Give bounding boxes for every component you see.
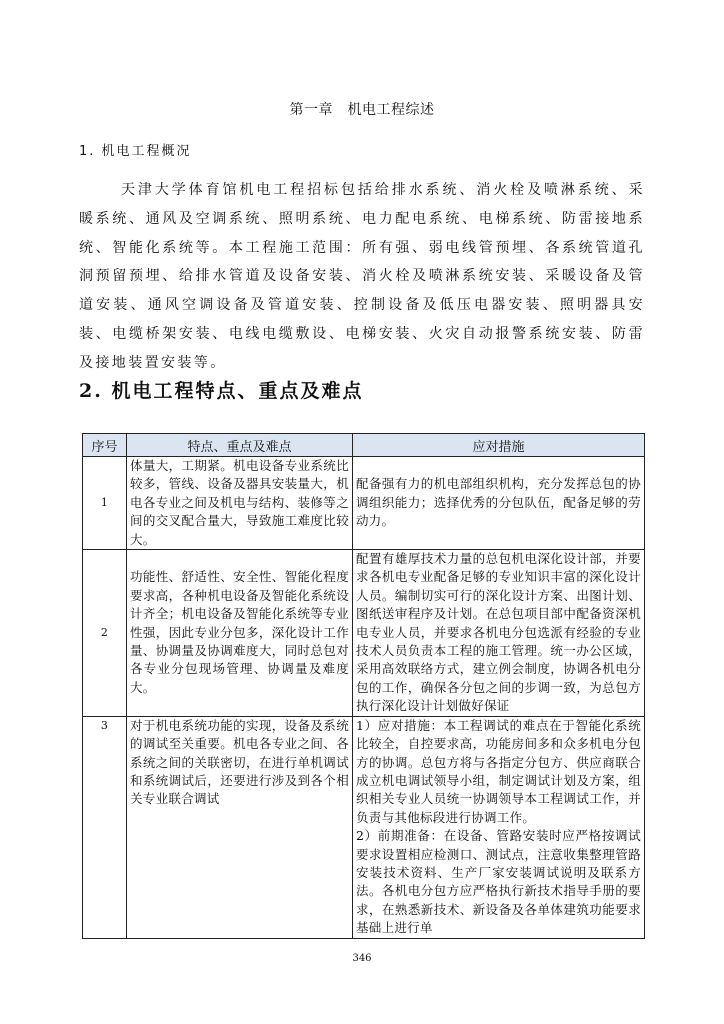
table-row: [83, 716, 645, 938]
row-2-feature: 功能性、舒适性、安全性、智能化程度要求高，各种机电设备及智能化系统设计齐全；机电设备及智能化系统等专业性强，因此专业分包多，深化设计工作量、协调量及协调难度大，同时总包对各专业分包现场管理、协调量及难度大。: [127, 550, 353, 717]
row-1-feature: 体量大，工期紧。机电设备专业系统比较多，管线、设备及器具安装量大，机电各专业之间及机电与结构、装修等之间的交叉配合量大，导致施工难度比较大。: [127, 457, 353, 550]
page-number: 346: [352, 953, 372, 964]
chapter-title: 第一章 机电工程综述: [289, 102, 435, 118]
row-1-no: 1: [83, 457, 127, 550]
header-measure: 应对措施: [353, 434, 645, 457]
header-feature: 特点、重点及难点: [127, 434, 353, 457]
table-header-row: [83, 434, 645, 457]
row-3-measure-part-1: 1）应对措施：本工程调试的难点在于智能化系统比较全，自控要求高，功能房间多和众多机电分包方的协调。总包方将与各指定分包方、供应商联合成立机电调试领导小组，制定调试计划及方案，组织相关专业人员统一协调领导本工程调试工作，并负责与其他标段进行协调工作。: [356, 717, 641, 825]
row-3-measure: [353, 716, 645, 938]
section-1-heading: 1. 机电工程概况: [79, 144, 192, 159]
row-2-measure: 配置有雄厚技术力量的总包机电深化设计部，并要求各机电专业配备足够的专业知识丰富的深化设计人员。编制切实可行的深化设计方案、出图计划、图纸送审程序及计划。在总包项目部中配备资深机电专业人员，并要求各机电分包选派有经验的专业技术人员负责本工程的施工管理。统一办公区域，采用高效联络方式，建立例会制度，协调各机电分包的工作，确保各分包之间的步调一致，为总包方执行深化设计计划做好保证: [353, 550, 645, 717]
features-table: [82, 433, 645, 939]
section-1-paragraph: 天津大学体育馆机电工程招标包括给排水系统、消火栓及喷淋系统、采暖系统、通风及空调系统、照明系统、电力配电系统、电梯系统、防雷接地系统、智能化系统等。本工程施工范围：所有强、弱电线管预埋、各系统管道孔洞预留预埋、给排水管道及设备安装、消火栓及喷淋系统安装、采暖设备及管道安装、通风空调设备及管道安装、控制设备及低压电器安装、照明器具安装、电缆桥架安装、电线电缆敷设、电梯安装、火灾自动报警系统安装、防雷及接地装置安装等。: [79, 182, 645, 371]
table-row: [83, 550, 645, 717]
row-3-measure-part-2: 2）前期准备：在设备、管路安装时应严格按调试要求设置相应检测口、测试点，注意收集整理管路安装技术资料、生产厂家安装调试说明及联系方法。各机电分包方应严格执行新技术指导手册的要求，在熟悉新技术、新设备及各单体建筑功能要求基础上进行单: [356, 828, 641, 936]
table-row: [83, 457, 645, 550]
row-1-measure: 配备强有力的机电部组织机构，充分发挥总包的协调组织能力；选择优秀的分包队伍，配备足够的劳动力。: [353, 457, 645, 550]
section-2-heading: 2. 机电工程特点、重点及难点: [79, 380, 364, 402]
row-3-feature: 对于机电系统功能的实现，设备及系统的调试至关重要。机电各专业之间、各系统之间的关联密切，在进行单机调试和系统调试后，还要进行涉及到各个相关专业联合调试: [127, 716, 353, 938]
row-2-no: 2: [83, 550, 127, 717]
header-no: 序号: [83, 434, 127, 457]
row-3-no: 3: [83, 716, 127, 938]
